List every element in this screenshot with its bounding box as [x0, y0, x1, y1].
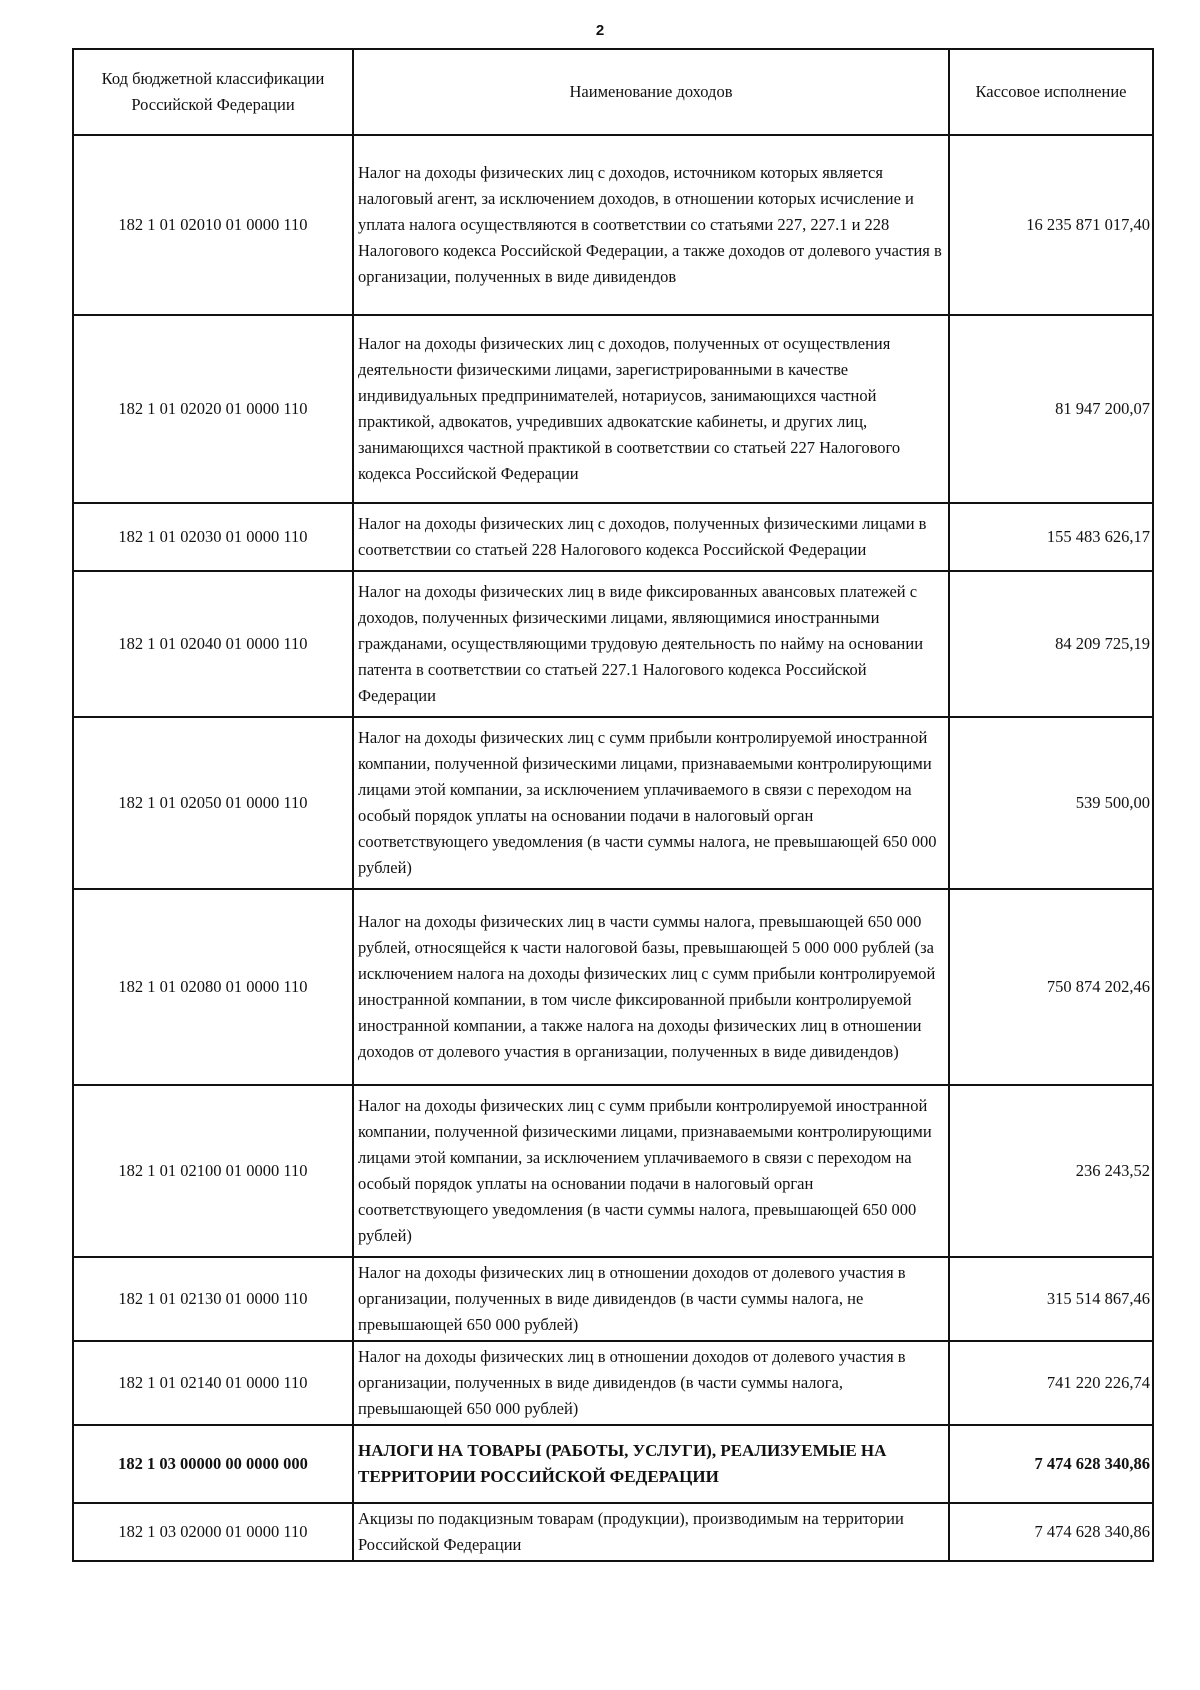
row-code: 182 1 03 00000 00 0000 000	[73, 1425, 353, 1503]
table-row	[73, 315, 1153, 503]
row-name: Налог на доходы физических лиц с доходов, полученных физическими лицами в соответствии со статьей 228 Налогового кодекса Российской Федерации	[353, 503, 949, 571]
row-name: Налог на доходы физических лиц с сумм прибыли контролируемой иностранной компании, полученной физическими лицами, признаваемыми контролирующими лицами этой компании, за исключением уплачиваемого в связи с переходом на особый порядок уплаты на основании подачи в налоговый орган соответствующего уведомления (в части суммы налога, превышающей 650 000 рублей)	[353, 1085, 949, 1257]
row-code: 182 1 01 02100 01 0000 110	[73, 1085, 353, 1257]
row-amount: 539 500,00	[949, 717, 1153, 889]
row-code: 182 1 01 02040 01 0000 110	[73, 571, 353, 717]
income-table	[72, 48, 1154, 1562]
row-code: 182 1 03 02000 01 0000 110	[73, 1503, 353, 1561]
row-amount: 741 220 226,74	[949, 1341, 1153, 1425]
row-amount: 236 243,52	[949, 1085, 1153, 1257]
row-name: Акцизы по подакцизным товарам (продукции), производимым на территории Российской Федерации	[353, 1503, 949, 1561]
header-name: Наименование доходов	[353, 49, 949, 135]
row-code: 182 1 01 02080 01 0000 110	[73, 889, 353, 1085]
row-name: Налог на доходы физических лиц в виде фиксированных авансовых платежей с доходов, полученных физическими лицами, являющимися иностранными гражданами, осуществляющими трудовую деятельность по найму на основании патента в соответствии со статьей 227.1 Налогового кодекса Российской Федерации	[353, 571, 949, 717]
row-name: Налог на доходы физических лиц с доходов, полученных от осуществления деятельности физическими лицами, зарегистрированными в качестве индивидуальных предпринимателей, нотариусов, занимающихся частной практикой, адвокатов, учредивших адвокатские кабинеты, и других лиц, занимающихся частной практикой в соответствии со статьей 227 Налогового кодекса Российской Федерации	[353, 315, 949, 503]
row-name: Налог на доходы физических лиц в отношении доходов от долевого участия в организации, полученных в виде дивидендов (в части суммы налога, не превышающей 650 000 рублей)	[353, 1257, 949, 1341]
table-row	[73, 503, 1153, 571]
row-code: 182 1 01 02010 01 0000 110	[73, 135, 353, 315]
row-code: 182 1 01 02140 01 0000 110	[73, 1341, 353, 1425]
row-code: 182 1 01 02020 01 0000 110	[73, 315, 353, 503]
row-amount: 81 947 200,07	[949, 315, 1153, 503]
row-amount: 155 483 626,17	[949, 503, 1153, 571]
row-name: Налог на доходы физических лиц с доходов, источником которых является налоговый агент, за исключением доходов, в отношении которых исчисление и уплата налога осуществляются в соответствии со статьями 227, 227.1 и 228 Налогового кодекса Российской Федерации, а также доходов от долевого участия в организации, полученных в виде дивидендов	[353, 135, 949, 315]
row-amount: 84 209 725,19	[949, 571, 1153, 717]
table-row	[73, 1341, 1153, 1425]
row-amount: 750 874 202,46	[949, 889, 1153, 1085]
row-amount: 16 235 871 017,40	[949, 135, 1153, 315]
row-code: 182 1 01 02030 01 0000 110	[73, 503, 353, 571]
row-amount: 7 474 628 340,86	[949, 1503, 1153, 1561]
table-row	[73, 889, 1153, 1085]
table-row	[73, 571, 1153, 717]
table-header-row	[73, 49, 1153, 135]
table-row	[73, 1257, 1153, 1341]
row-name: Налог на доходы физических лиц в отношении доходов от долевого участия в организации, полученных в виде дивидендов (в части суммы налога, превышающей 650 000 рублей)	[353, 1341, 949, 1425]
table-row	[73, 717, 1153, 889]
header-code: Код бюджетной классификации Российской Федерации	[73, 49, 353, 135]
row-code: 182 1 01 02050 01 0000 110	[73, 717, 353, 889]
table-row	[73, 1503, 1153, 1561]
table-row-section	[73, 1425, 1153, 1503]
row-code: 182 1 01 02130 01 0000 110	[73, 1257, 353, 1341]
row-name: Налог на доходы физических лиц с сумм прибыли контролируемой иностранной компании, полученной физическими лицами, признаваемыми контролирующими лицами этой компании, за исключением уплачиваемого в связи с переходом на особый порядок уплаты на основании подачи в налоговый орган соответствующего уведомления (в части суммы налога, не превышающей 650 000 рублей)	[353, 717, 949, 889]
header-amount: Кассовое исполнение	[949, 49, 1153, 135]
page-number: 2	[595, 22, 605, 39]
row-amount: 315 514 867,46	[949, 1257, 1153, 1341]
table-row	[73, 135, 1153, 315]
row-name: Налог на доходы физических лиц в части суммы налога, превышающей 650 000 рублей, относящейся к части налоговой базы, превышающей 5 000 000 рублей (за исключением налога на доходы физических лиц с сумм прибыли контролируемой иностранной компании, в том числе фиксированной прибыли контролируемой иностранной компании, а также налога на доходы физических лиц в отношении доходов от долевого участия в организации, полученных в виде дивидендов)	[353, 889, 949, 1085]
row-amount: 7 474 628 340,86	[949, 1425, 1153, 1503]
table-row	[73, 1085, 1153, 1257]
row-name: НАЛОГИ НА ТОВАРЫ (РАБОТЫ, УСЛУГИ), РЕАЛИЗУЕМЫЕ НА ТЕРРИТОРИИ РОССИЙСКОЙ ФЕДЕРАЦИИ	[353, 1425, 949, 1503]
